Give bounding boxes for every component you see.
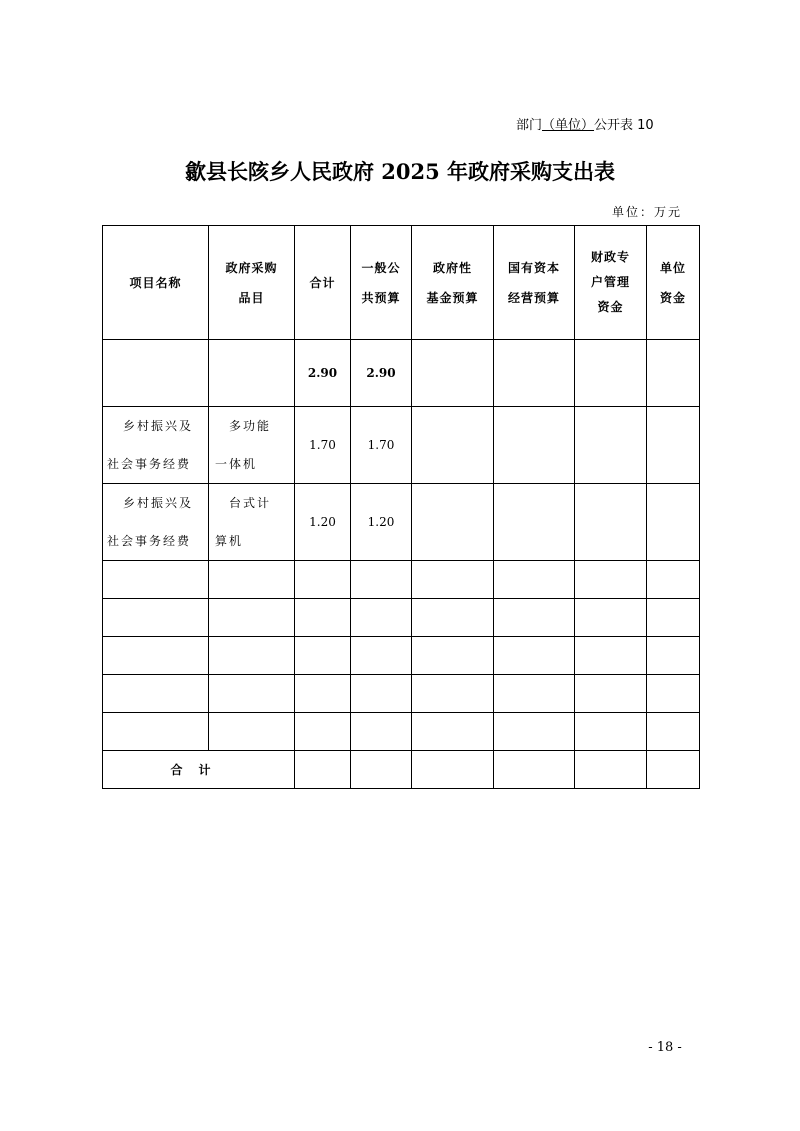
summary-catalog xyxy=(209,340,295,407)
row-special xyxy=(575,407,647,484)
row-fund xyxy=(412,484,494,561)
header-special-fund: 财政专 户管理 资金 xyxy=(575,226,647,340)
row-item: 多功能 一体机 xyxy=(209,407,295,484)
page-number: - 18 - xyxy=(648,1040,682,1055)
row-general: 1.20 xyxy=(351,484,412,561)
row-unitfund xyxy=(647,407,700,484)
header-state-capital: 国有资本 经营预算 xyxy=(494,226,575,340)
total-general xyxy=(351,751,412,789)
doc-tag-prefix: 部门 xyxy=(516,118,543,133)
row-total: 1.20 xyxy=(295,484,351,561)
row-unitfund xyxy=(647,484,700,561)
summary-total: 2.90 xyxy=(295,340,351,407)
summary-special xyxy=(575,340,647,407)
empty-row xyxy=(103,675,700,713)
row-state xyxy=(494,407,575,484)
summary-state xyxy=(494,340,575,407)
header-unit-fund: 单位 资金 xyxy=(647,226,700,340)
table-row xyxy=(103,484,700,561)
total-unitfund xyxy=(647,751,700,789)
header-project: 项目名称 xyxy=(103,226,209,340)
summary-fund xyxy=(412,340,494,407)
summary-unitfund xyxy=(647,340,700,407)
total-row xyxy=(103,751,700,789)
empty-row xyxy=(103,599,700,637)
row-item: 台式计 算机 xyxy=(209,484,295,561)
row-total: 1.70 xyxy=(295,407,351,484)
header-gov-fund: 政府性 基金预算 xyxy=(412,226,494,340)
doc-tag-suffix: 公开表 10 xyxy=(594,118,654,133)
total-label: 合计 xyxy=(103,751,295,789)
row-project: 乡村振兴及 社会事务经费 xyxy=(103,484,209,561)
summary-project xyxy=(103,340,209,407)
empty-row xyxy=(103,713,700,751)
empty-row xyxy=(103,637,700,675)
row-fund xyxy=(412,407,494,484)
row-special xyxy=(575,484,647,561)
unit-label: 单位：万元 xyxy=(612,205,683,219)
header-catalog: 政府采购 品目 xyxy=(209,226,295,340)
summary-row xyxy=(103,340,700,407)
total-fund xyxy=(412,751,494,789)
table-row xyxy=(103,407,700,484)
document-tag xyxy=(516,114,654,133)
empty-row xyxy=(103,561,700,599)
header-total: 合计 xyxy=(295,226,351,340)
header-general-budget: 一般公 共预算 xyxy=(351,226,412,340)
total-special xyxy=(575,751,647,789)
doc-tag-unit: （单位） xyxy=(542,118,595,133)
row-general: 1.70 xyxy=(351,407,412,484)
row-state xyxy=(494,484,575,561)
total-state xyxy=(494,751,575,789)
procurement-table xyxy=(102,225,700,789)
page-title: 歙县长陔乡人民政府 2025 年政府采购支出表 xyxy=(184,159,616,184)
header-row xyxy=(103,226,700,340)
summary-general: 2.90 xyxy=(351,340,412,407)
total-total xyxy=(295,751,351,789)
row-project: 乡村振兴及 社会事务经费 xyxy=(103,407,209,484)
